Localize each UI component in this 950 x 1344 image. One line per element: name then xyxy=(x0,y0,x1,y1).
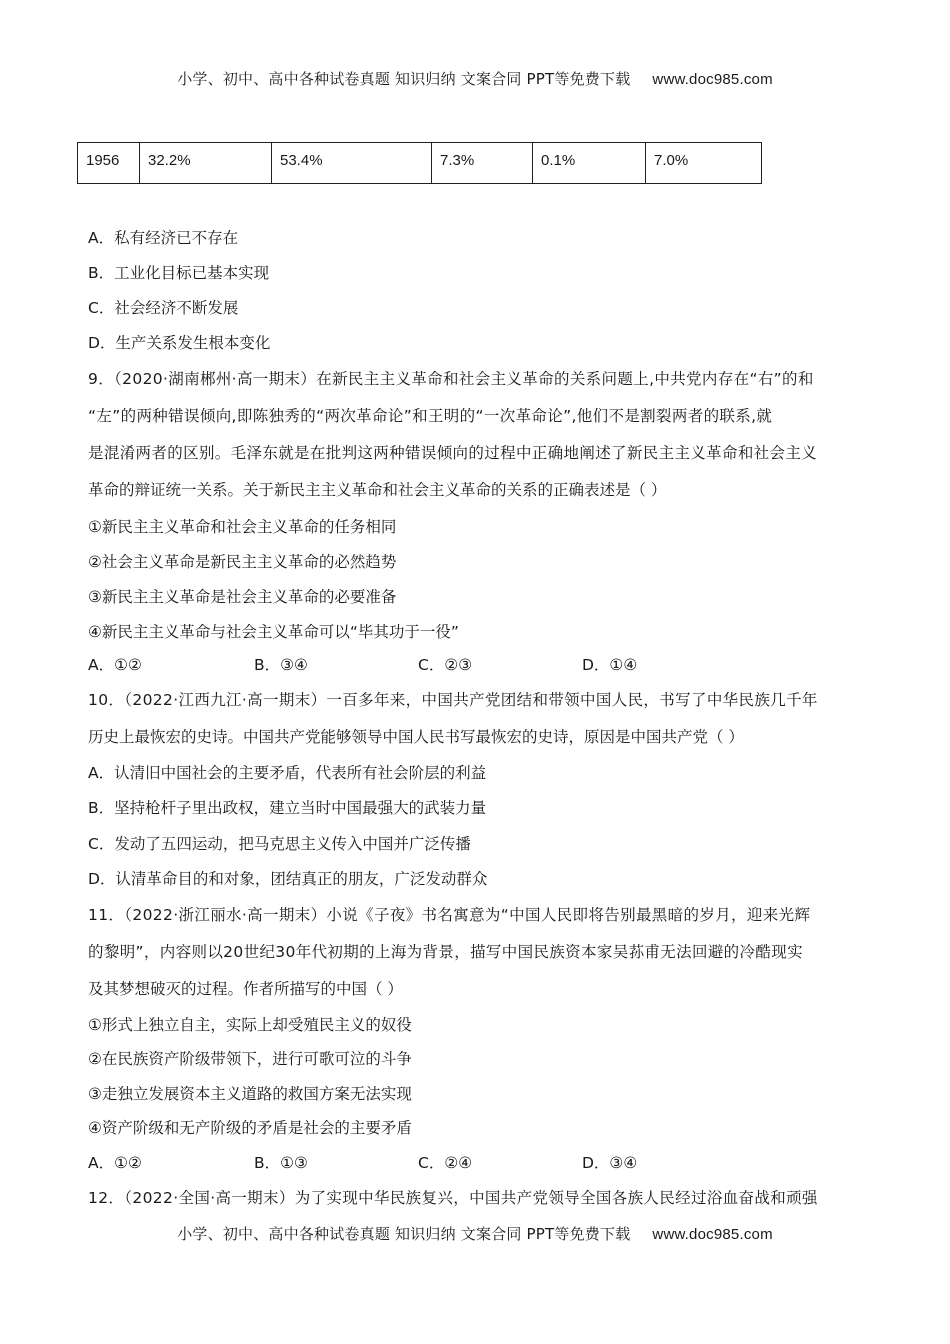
q9-stem-line: “左”的两种错误倾向,即陈独秀的“两次革命论”和王明的“一次革命论”,他们不是割裂两者的联系,就 xyxy=(88,407,773,425)
q11-item: ④资产阶级和无产阶级的矛盾是社会的主要矛盾 xyxy=(88,1119,412,1137)
table-row xyxy=(78,143,762,184)
q12-stem-line: 12．（2022·全国·高一期末）为了实现中华民族复兴，中国共产党领导全国各族人民经过浴血奋战和顽强 xyxy=(88,1189,818,1207)
q8-option-d: D．生产关系发生根本变化 xyxy=(88,334,271,352)
q9-stem-line: 是混淆两者的区别。毛泽东就是在批判这两种错误倾向的过程中正确地阐述了新民主主义革命和社会主义 xyxy=(88,444,818,462)
q11-option-a: A．①② xyxy=(88,1154,142,1172)
q8-option-a: A．私有经济已不存在 xyxy=(88,229,239,247)
data-table xyxy=(77,142,762,184)
page-header xyxy=(0,68,950,89)
q11-item: ③走独立发展资本主义道路的救国方案无法实现 xyxy=(88,1085,412,1103)
table-cell: 0.1% xyxy=(533,143,646,184)
q9-option-c: C．②③ xyxy=(418,656,473,674)
table-cell: 53.4% xyxy=(272,143,432,184)
q10-option-d: D．认清革命目的和对象，团结真正的朋友，广泛发动群众 xyxy=(88,870,488,888)
page-footer xyxy=(0,1223,950,1244)
q9-option-d: D．①④ xyxy=(582,656,638,674)
table-cell: 7.0% xyxy=(646,143,762,184)
q9-option-a: A．①② xyxy=(88,656,142,674)
table-cell: 32.2% xyxy=(140,143,272,184)
q9-option-b: B．③④ xyxy=(254,656,308,674)
header-url[interactable]: www.doc985.com xyxy=(652,71,773,88)
footer-url[interactable]: www.doc985.com xyxy=(652,1226,773,1243)
q9-stem-line: 9．（2020·湖南郴州·高一期末）在新民主主义革命和社会主义革命的关系问题上,中共党内存在“右”的和 xyxy=(88,370,814,388)
q10-option-a: A．认清旧中国社会的主要矛盾，代表所有社会阶层的利益 xyxy=(88,764,487,782)
table-cell: 1956 xyxy=(78,143,140,184)
q10-stem-line: 10．（2022·江西九江·高一期末）一百多年来，中国共产党团结和带领中国人民，书写了中华民族几千年 xyxy=(88,691,818,709)
q9-item: ④新民主主义革命与社会主义革命可以“毕其功于一役” xyxy=(88,623,459,641)
q9-item: ①新民主主义革命和社会主义革命的任务相同 xyxy=(88,518,397,536)
q10-option-c: C．发动了五四运动，把马克思主义传入中国并广泛传播 xyxy=(88,835,471,853)
q9-item: ②社会主义革命是新民主主义革命的必然趋势 xyxy=(88,553,397,571)
q10-option-b: B．坚持枪杆子里出政权，建立当时中国最强大的武装力量 xyxy=(88,799,487,817)
q9-item: ③新民主主义革命是社会主义革命的必要准备 xyxy=(88,588,397,606)
q11-item: ①形式上独立自主，实际上却受殖民主义的奴役 xyxy=(88,1016,412,1034)
q11-option-b: B．①③ xyxy=(254,1154,308,1172)
q11-item: ②在民族资产阶级带领下，进行可歌可泣的斗争 xyxy=(88,1050,412,1068)
q9-stem-line: 革命的辩证统一关系。关于新民主主义革命和社会主义革命的关系的正确表述是（ ） xyxy=(88,481,667,499)
footer-text: 小学、初中、高中各种试卷真题 知识归纳 文案合同 PPT等免费下载 xyxy=(177,1225,631,1243)
q11-stem-line: 及其梦想破灭的过程。作者所描写的中国（ ） xyxy=(88,980,403,998)
q8-option-c: C．社会经济不断发展 xyxy=(88,299,239,317)
q8-option-b: B．工业化目标已基本实现 xyxy=(88,264,270,282)
q11-stem-line: 11．（2022·浙江丽水·高一期末）小说《子夜》书名寓意为“中国人民即将告别最黑暗的岁月，迎来光辉 xyxy=(88,906,811,924)
header-text: 小学、初中、高中各种试卷真题 知识归纳 文案合同 PPT等免费下载 xyxy=(177,70,631,88)
q11-option-c: C．②④ xyxy=(418,1154,473,1172)
q11-stem-line: 的黎明”，内容则以20世纪30年代初期的上海为背景，描写中国民族资本家吴荪甫无法回避的冷酷现实 xyxy=(88,943,803,961)
q11-option-d: D．③④ xyxy=(582,1154,638,1172)
q10-stem-line: 历史上最恢宏的史诗。中国共产党能够领导中国人民书写最恢宏的史诗，原因是中国共产党（ ） xyxy=(88,728,744,746)
table-cell: 7.3% xyxy=(432,143,533,184)
